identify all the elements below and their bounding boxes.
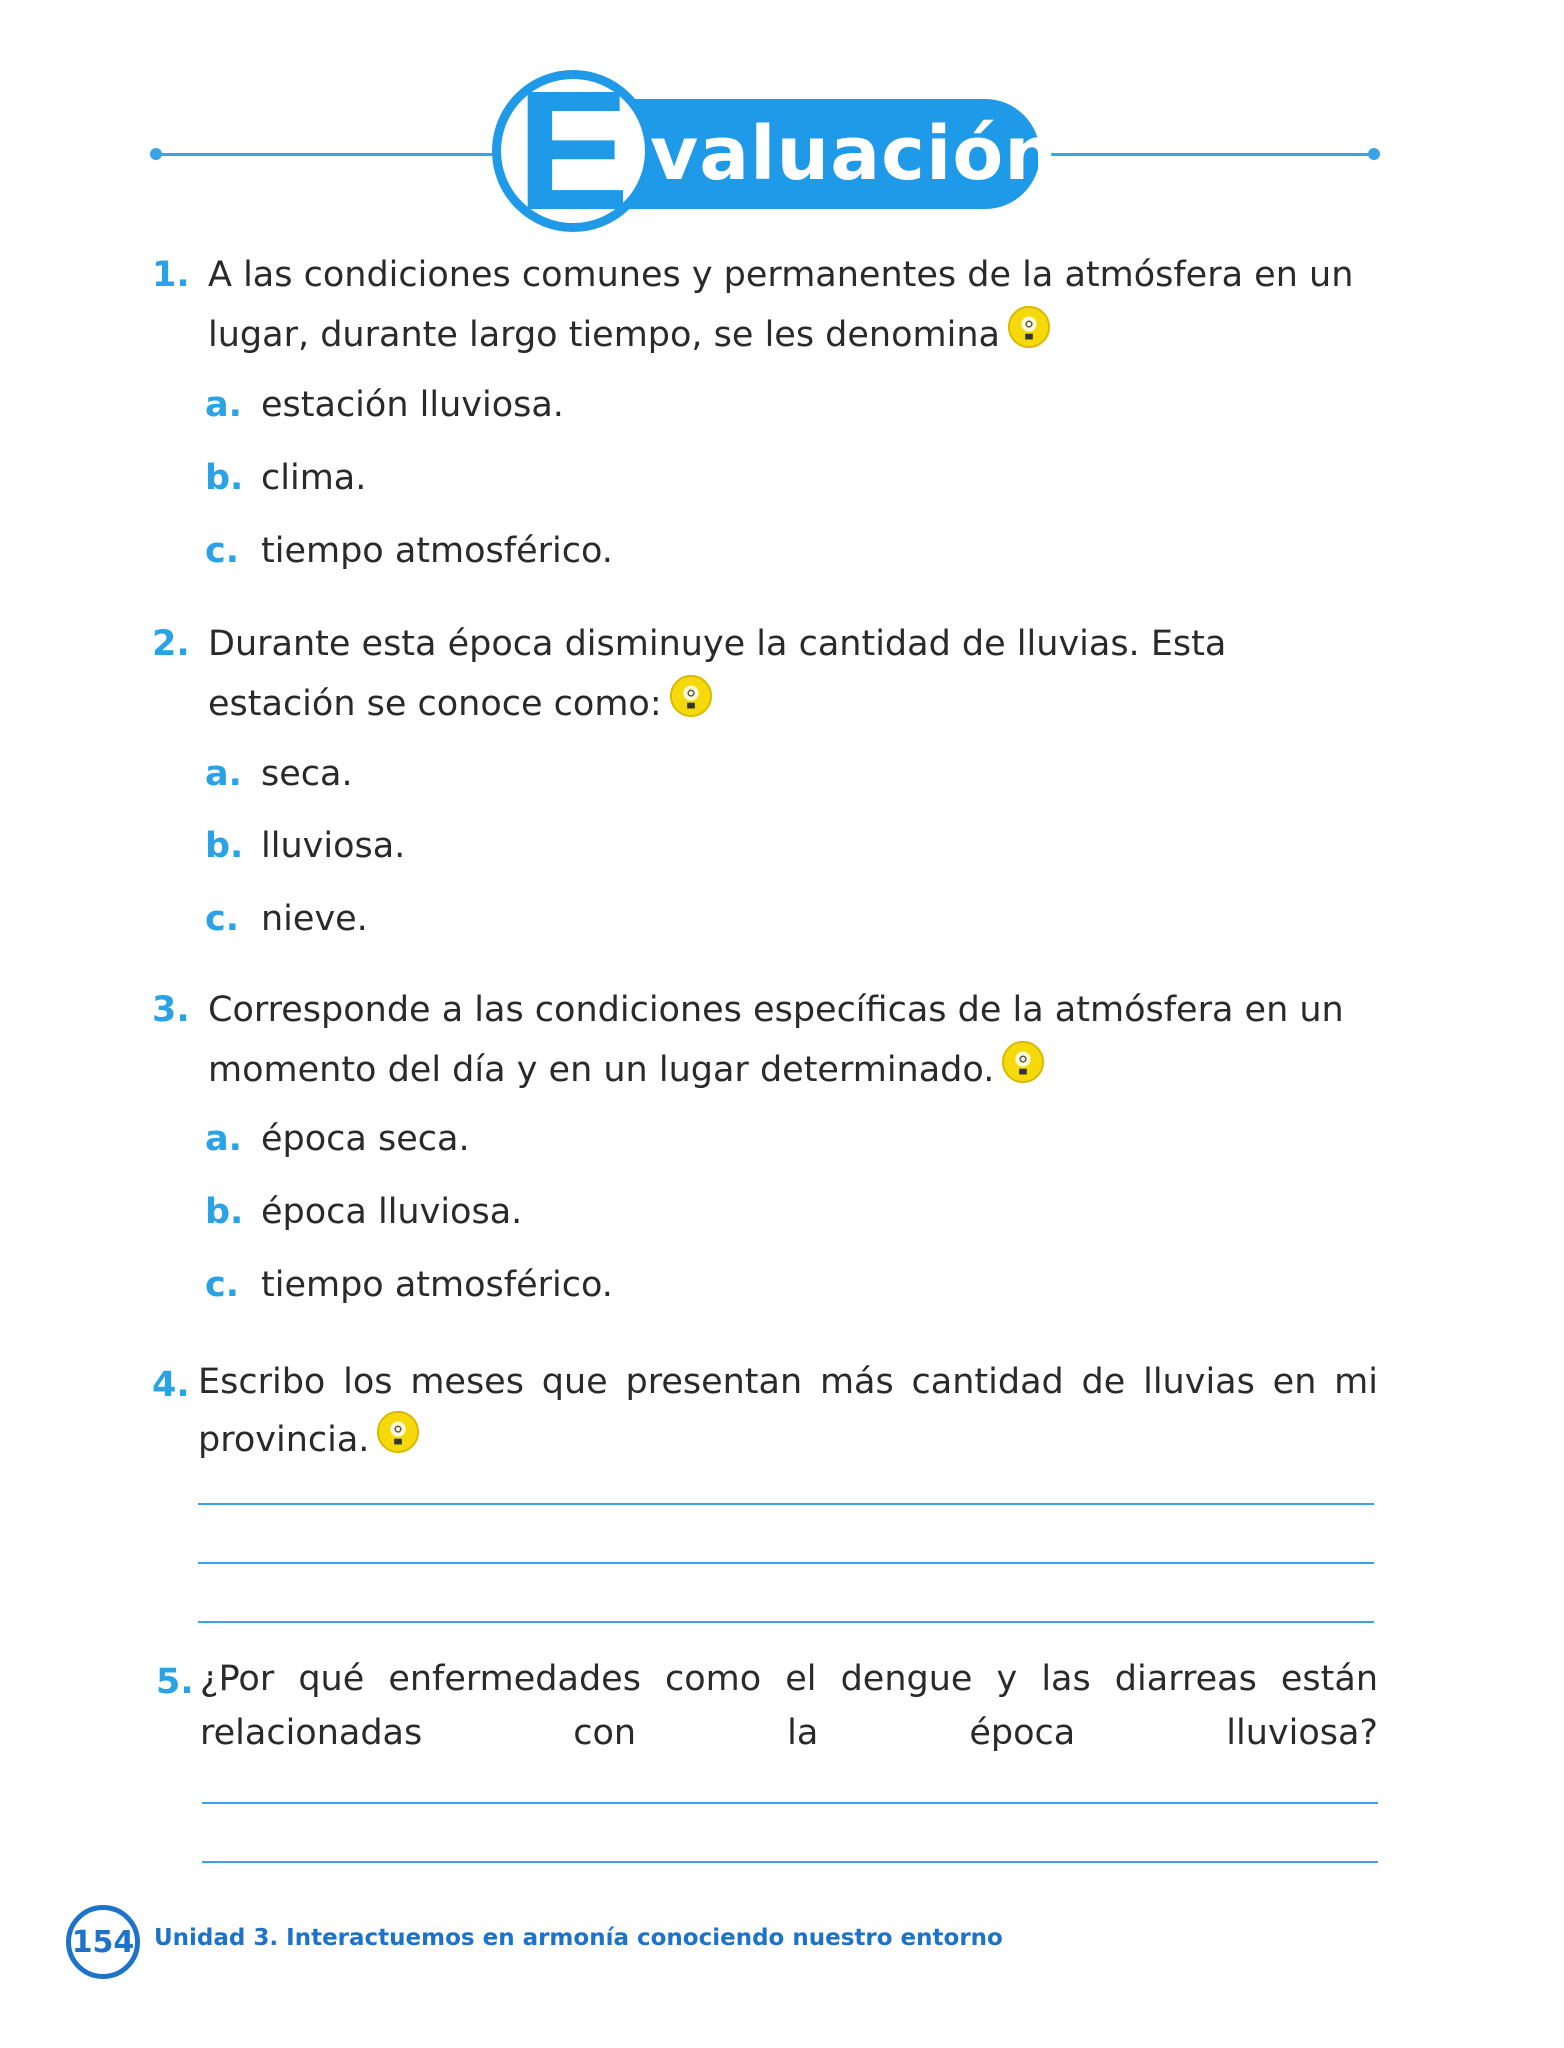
question-5-text: ¿Por qué enfermedades como el dengue y las diarreas están relacionadas con la época lluviosa? <box>200 1659 1378 1753</box>
option-letter: a. <box>205 1119 242 1159</box>
option-letter: a. <box>205 385 242 425</box>
question-4-label: Escribo los meses que presentan más cantidad de lluvias en mi provincia. <box>198 1362 1378 1460</box>
question-3-option-a[interactable] <box>205 1119 470 1159</box>
header-dot-right <box>1368 148 1380 160</box>
option-text: seca. <box>261 754 353 794</box>
question-5-answer-line-1[interactable] <box>202 1802 1378 1804</box>
option-text: clima. <box>261 458 367 498</box>
option-letter: c. <box>205 899 240 939</box>
question-4-answer-line-3[interactable] <box>198 1621 1374 1623</box>
question-3-number: 3. <box>152 990 190 1030</box>
option-letter: c. <box>205 1265 240 1305</box>
question-3-text <box>208 981 1383 1099</box>
header-rule-left <box>155 153 515 156</box>
option-letter: b. <box>205 1192 244 1232</box>
lightbulb-icon <box>1000 1039 1046 1085</box>
option-letter: c. <box>205 531 240 571</box>
question-1-number: 1. <box>152 255 190 295</box>
question-4-answer-line-1[interactable] <box>198 1503 1374 1505</box>
option-text: estación lluviosa. <box>261 385 564 425</box>
lightbulb-icon <box>375 1409 421 1455</box>
page-title: valuación <box>650 111 1058 197</box>
question-1-label: A las condiciones comunes y permanentes de la atmósfera en un lugar, durante largo tiempo, se les denomina <box>208 255 1354 355</box>
option-letter: b. <box>205 458 244 498</box>
footer-unit-title: Unidad 3. Interactuemos en armonía conociendo nuestro entorno <box>154 1925 1003 1951</box>
header-rule-right <box>1035 153 1375 156</box>
question-1-text <box>208 246 1383 364</box>
option-letter: b. <box>205 826 244 866</box>
question-4-number: 4. <box>152 1365 190 1405</box>
page-number-badge: 154 <box>66 1905 140 1979</box>
lightbulb-icon <box>1006 304 1052 350</box>
question-2-label: Durante esta época disminuye la cantidad de lluvias. Esta estación se conoce como: <box>208 624 1227 724</box>
question-3-option-b[interactable] <box>205 1192 522 1232</box>
option-text: nieve. <box>261 899 368 939</box>
option-text: tiempo atmosférico. <box>261 1265 613 1305</box>
question-2-text <box>208 615 1383 733</box>
question-2-number: 2. <box>152 624 190 664</box>
lightbulb-icon <box>668 673 714 719</box>
option-text: época seca. <box>261 1119 470 1159</box>
option-text: lluviosa. <box>261 826 406 866</box>
question-1-option-a[interactable] <box>205 385 564 425</box>
option-text: época lluviosa. <box>261 1192 523 1232</box>
question-5-answer-line-2[interactable] <box>202 1861 1378 1863</box>
question-5-number: 5. <box>156 1662 194 1702</box>
question-4-answer-line-2[interactable] <box>198 1562 1374 1564</box>
question-2-option-a[interactable] <box>205 754 353 794</box>
option-text: tiempo atmosférico. <box>261 531 613 571</box>
option-letter: a. <box>205 754 242 794</box>
question-1-option-c[interactable] <box>205 531 613 571</box>
question-3-option-c[interactable] <box>205 1265 613 1305</box>
question-2-option-c[interactable] <box>205 899 368 939</box>
title-initial-letter: E <box>516 56 630 246</box>
question-3-label: Corresponde a las condiciones específicas de la atmósfera en un momento del día y en un lugar determinado. <box>208 990 1344 1090</box>
question-4-text <box>198 1355 1378 1467</box>
question-1-option-b[interactable] <box>205 458 366 498</box>
question-2-option-b[interactable] <box>205 826 405 866</box>
